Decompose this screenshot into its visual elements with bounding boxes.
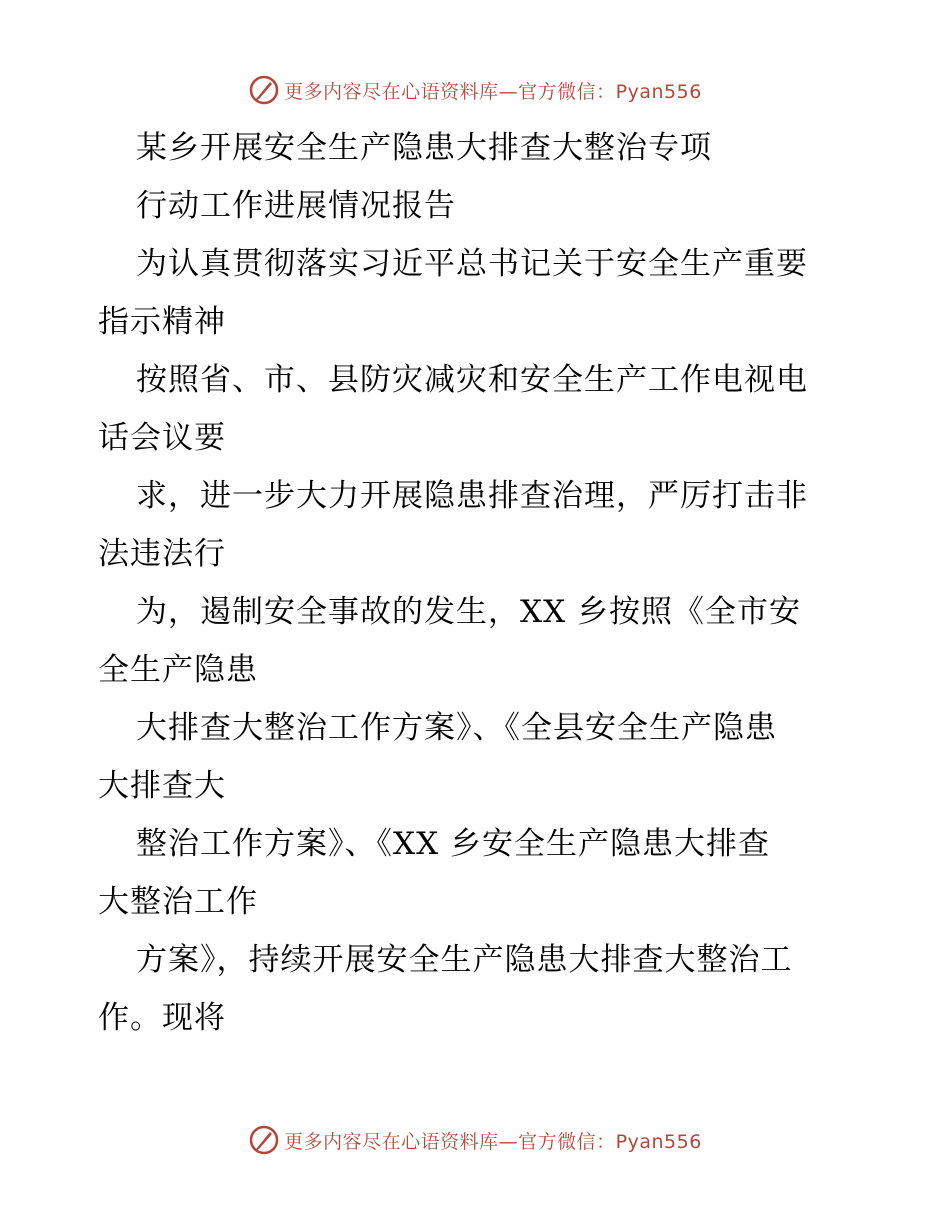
footer-banner-text[interactable]: 更多内容尽在心语资料库—官方微信：Pyan556 — [284, 1130, 702, 1153]
paragraph-line: 作。现将 — [98, 1000, 226, 1036]
paragraph-line: 话会议要 — [98, 420, 226, 456]
paragraph-line: 全生产隐患 — [98, 652, 258, 688]
header-banner — [0, 70, 950, 110]
document-title-line-2: 行动工作进展情况报告 — [136, 188, 456, 224]
paragraph-line: 大整治工作 — [98, 884, 258, 920]
paragraph-line: 方案》，持续开展安全生产隐患大排查大整治工 — [136, 942, 793, 978]
paragraph-line: 求，进一步大力开展隐患排查治理，严厉打击非 — [136, 478, 808, 514]
document-body — [98, 126, 858, 1054]
quill-logo-icon — [248, 1124, 280, 1156]
paragraph-line: 大排查大 — [98, 768, 226, 804]
paragraph-line: 为，遏制安全事故的发生，XX 乡按照《全市安 — [136, 594, 801, 630]
paragraph-line: 整治工作方案》、《XX 乡安全生产隐患大排查 — [136, 826, 770, 862]
document-title-line-1: 某乡开展安全生产隐患大排查大整治专项 — [136, 130, 712, 166]
quill-logo-icon — [248, 74, 280, 106]
paragraph-line: 指示精神 — [98, 304, 226, 340]
paragraph-line: 大排查大整治工作方案》、《全县安全生产隐患 — [136, 710, 777, 746]
paragraph-line: 按照省、市、县防灾减灾和安全生产工作电视电 — [136, 362, 808, 398]
footer-banner — [0, 1120, 950, 1160]
header-banner-text[interactable]: 更多内容尽在心语资料库—官方微信：Pyan556 — [284, 80, 702, 103]
paragraph-line: 为认真贯彻落实习近平总书记关于安全生产重要 — [136, 246, 808, 282]
paragraph-line: 法违法行 — [98, 536, 226, 572]
